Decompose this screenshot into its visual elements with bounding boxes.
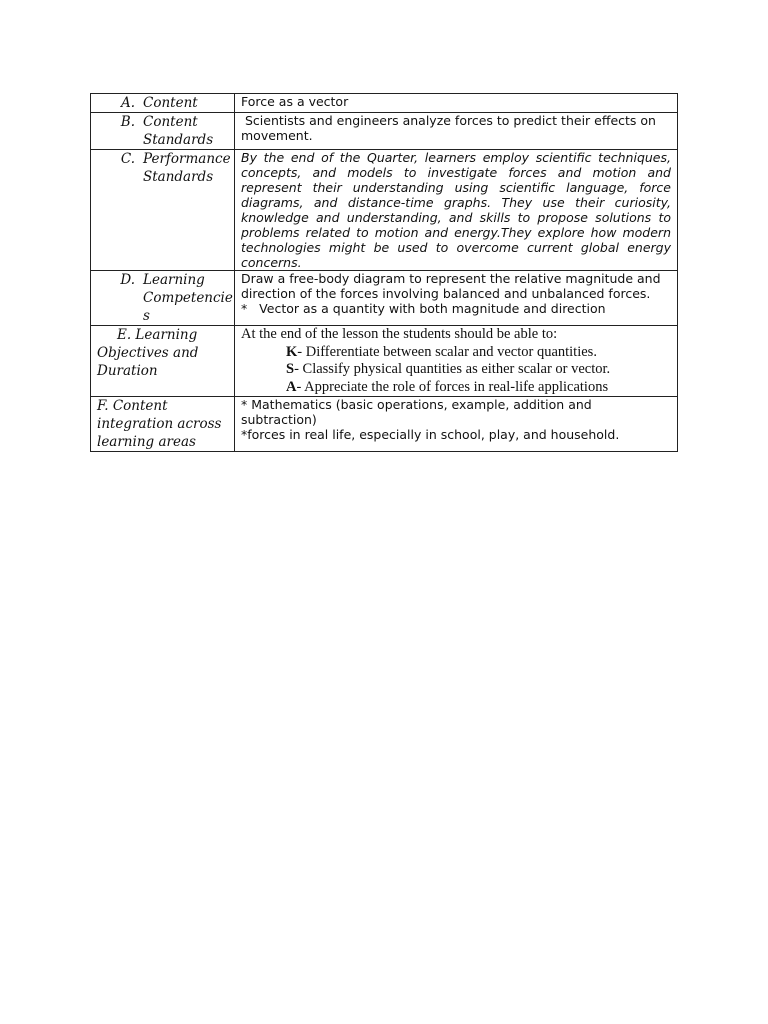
row-value: By the end of the Quarter, learners employ scientific techniques, concepts, and models to investigate forces and motion and represent their understanding using scientific language, force diagrams, and distance-time graphs. They use their curiosity, knowledge and understanding, and skills to propose solutions to problems related to motion and energy.They explore how modern technologies might be used to overcome current global energy concerns.: [235, 150, 678, 271]
table-row: [91, 397, 678, 452]
table-row: [91, 271, 678, 326]
objective-letter: K: [286, 343, 298, 360]
row-label-line: E. Learning: [117, 327, 198, 343]
objective-text: - Differentiate between scalar and vector quantities.: [297, 343, 597, 360]
row-letter: A.: [120, 95, 135, 111]
row-label-line: Competencie: [143, 290, 233, 306]
row-label-text: F. Content integration across learning areas: [97, 398, 222, 450]
objective-text: - Classify physical quantities as either scalar or vector.: [294, 361, 611, 377]
row-label-text: Learning Competencie s: [143, 272, 233, 324]
competency-text: Draw a free-body diagram to represent the relative magnitude and direction of the forces involving balanced and unbalanced forces.: [241, 271, 661, 301]
row-label-text: Content: [143, 95, 198, 111]
row-label: [91, 397, 235, 452]
row-value: [235, 397, 678, 452]
objective-item: [241, 379, 671, 397]
row-value: Scientists and engineers analyze forces to predict their effects on movement.: [235, 113, 678, 150]
table-row: [91, 326, 678, 397]
objective-text: - Appreciate the role of forces in real-life applications: [296, 378, 609, 395]
objectives-cell: [235, 326, 678, 397]
row-value: Force as a vector: [235, 94, 678, 113]
row-letter: D.: [120, 272, 135, 288]
row-label-line: s: [143, 308, 150, 324]
row-label: [91, 271, 235, 326]
competency-bullet: * Vector as a quantity with both magnitude and direction: [241, 301, 606, 316]
table-row: [91, 150, 678, 271]
row-letter: C.: [120, 151, 135, 167]
row-label: [91, 113, 235, 150]
integration-item: * Mathematics (basic operations, example, addition and subtraction): [241, 397, 592, 427]
row-letter: B.: [120, 114, 135, 130]
objective-letter: A: [286, 378, 297, 395]
row-label-text: Performance Standards: [143, 151, 231, 185]
table-row: [91, 94, 678, 113]
lesson-plan-table: [90, 93, 678, 452]
objective-item: [241, 361, 671, 379]
objectives-intro: At the end of the lesson the students should be able to:: [241, 326, 558, 342]
table-row: [91, 113, 678, 150]
row-label: [91, 94, 235, 113]
integration-item: *forces in real life, especially in school, play, and household.: [241, 427, 620, 442]
row-label-text: Content Standards: [143, 114, 214, 148]
row-value: [235, 271, 678, 326]
objective-item: [241, 344, 671, 362]
row-label-line: Objectives and Duration: [97, 345, 199, 379]
objective-letter: S: [286, 361, 295, 377]
row-label: [91, 150, 235, 271]
row-label: [91, 326, 235, 397]
